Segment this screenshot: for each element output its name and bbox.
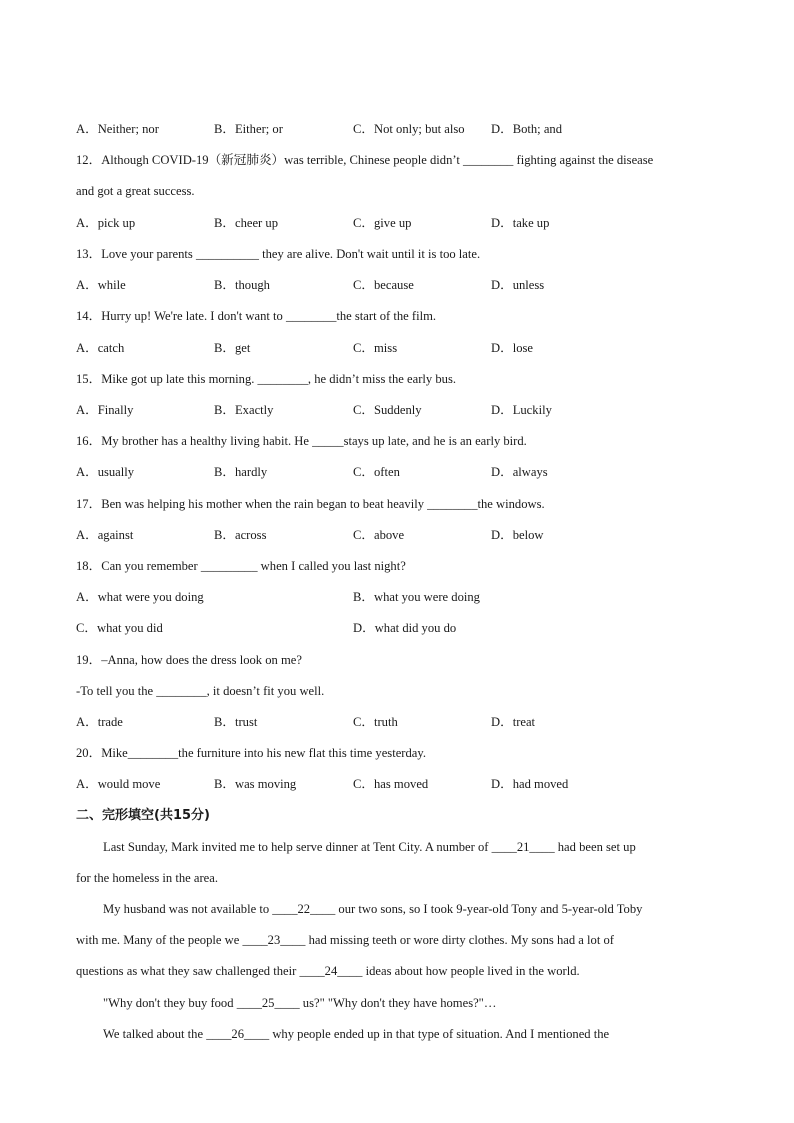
option-a: A．against [76, 528, 134, 542]
question-stem: 20．Mike________the furniture into his new flat this time yesterday. [76, 746, 426, 760]
option-d: D．what did you do [353, 621, 457, 635]
option-a: A．while [76, 278, 126, 292]
passage-text: My husband was not available to [103, 902, 273, 916]
section-heading: 二、完形填空(共15分) [76, 808, 210, 823]
option-b: B．hardly [214, 465, 268, 479]
blank-22: ____22____ [272, 902, 336, 916]
question-stem: 14．Hurry up! We're late. I don't want to ________the start of the film. [76, 309, 437, 323]
option-b: B．was moving [214, 777, 297, 791]
option-c: C．what you did [76, 621, 163, 635]
blank-24: ____24____ [299, 964, 363, 978]
passage-text: why people ended up in that type of situation. And I mentioned the [269, 1027, 610, 1041]
passage-text: our two sons, so I took 9-year-old Tony and 5-year-old Toby [335, 902, 643, 916]
question-stem: 16．My brother has a healthy living habit. He _____stays up late, and he is an early bird. [76, 434, 527, 448]
passage-line [76, 963, 580, 979]
option-d: D．unless [491, 278, 545, 292]
blank-21: ____21____ [491, 840, 555, 854]
option-c: C．Suddenly [353, 403, 422, 417]
option-d: D．had moved [491, 777, 569, 791]
passage-line: for the homeless in the area. [76, 871, 218, 885]
passage-text: us?" "Why don't they have homes?"… [299, 996, 497, 1010]
option-a: A．catch [76, 341, 125, 355]
option-d: D．Both; and [491, 122, 563, 136]
question-stem: 13．Love your parents __________ they are alive. Don't wait until it is too late. [76, 247, 481, 261]
option-c: C．because [353, 278, 414, 292]
option-a: A．what were you doing [76, 590, 204, 604]
passage-line [103, 1026, 609, 1042]
question-stem: 15．Mike got up late this morning. ________, he didn’t miss the early bus. [76, 372, 456, 386]
question-stem-cont: -To tell you the ________, it doesn’t fit you well. [76, 684, 325, 698]
passage-text: had missing teeth or wore dirty clothes. My sons had a lot of [305, 933, 614, 947]
option-d: D．below [491, 528, 544, 542]
option-b: B．though [214, 278, 270, 292]
blank-25: ____25____ [236, 996, 300, 1010]
option-a: A．Finally [76, 403, 134, 417]
passage-text: "Why don't they buy food [103, 996, 237, 1010]
option-a: A．Neither; nor [76, 122, 159, 136]
option-a: A．pick up [76, 216, 136, 230]
blank-26: ____26____ [206, 1027, 270, 1041]
option-b: B．Exactly [214, 403, 274, 417]
option-b: B．across [214, 528, 267, 542]
option-c: C．above [353, 528, 405, 542]
passage-text: with me. Many of the people we [76, 933, 243, 947]
passage-text: ideas about how people lived in the world. [362, 964, 580, 978]
option-c: C．truth [353, 715, 398, 729]
option-d: D．lose [491, 341, 533, 355]
option-b: B．trust [214, 715, 258, 729]
passage-line [103, 995, 496, 1011]
option-c: C．give up [353, 216, 412, 230]
option-d: D．take up [491, 216, 550, 230]
question-stem: 12．Although COVID-19（新冠肺炎）was terrible, Chinese people didn’t ________ fighting against the disease [76, 153, 654, 167]
question-stem: 17．Ben was helping his mother when the rain began to beat heavily ________the windows. [76, 497, 545, 511]
option-c: C．Not only; but also [353, 122, 465, 136]
passage-text: Last Sunday, Mark invited me to help serve dinner at Tent City. A number of [103, 840, 492, 854]
option-c: C．has moved [353, 777, 429, 791]
option-c: C．miss [353, 341, 398, 355]
option-b: B．Either; or [214, 122, 283, 136]
passage-text: questions as what they saw challenged their [76, 964, 300, 978]
option-a: A．would move [76, 777, 161, 791]
blank-23: ____23____ [242, 933, 306, 947]
option-d: D．treat [491, 715, 536, 729]
option-b: B．what you were doing [353, 590, 480, 604]
passage-line [76, 932, 614, 948]
passage-text: had been set up [554, 840, 636, 854]
option-c: C．often [353, 465, 400, 479]
option-a: A．trade [76, 715, 123, 729]
question-stem: 18．Can you remember _________ when I called you last night? [76, 559, 406, 573]
option-a: A．usually [76, 465, 135, 479]
passage-line [103, 839, 636, 855]
option-d: D．Luckily [491, 403, 552, 417]
option-d: D．always [491, 465, 548, 479]
question-stem: 19．–Anna, how does the dress look on me? [76, 653, 302, 667]
passage-line [103, 901, 642, 917]
option-b: B．get [214, 341, 251, 355]
question-stem-cont: and got a great success. [76, 184, 195, 198]
option-b: B．cheer up [214, 216, 278, 230]
passage-text: We talked about the [103, 1027, 207, 1041]
